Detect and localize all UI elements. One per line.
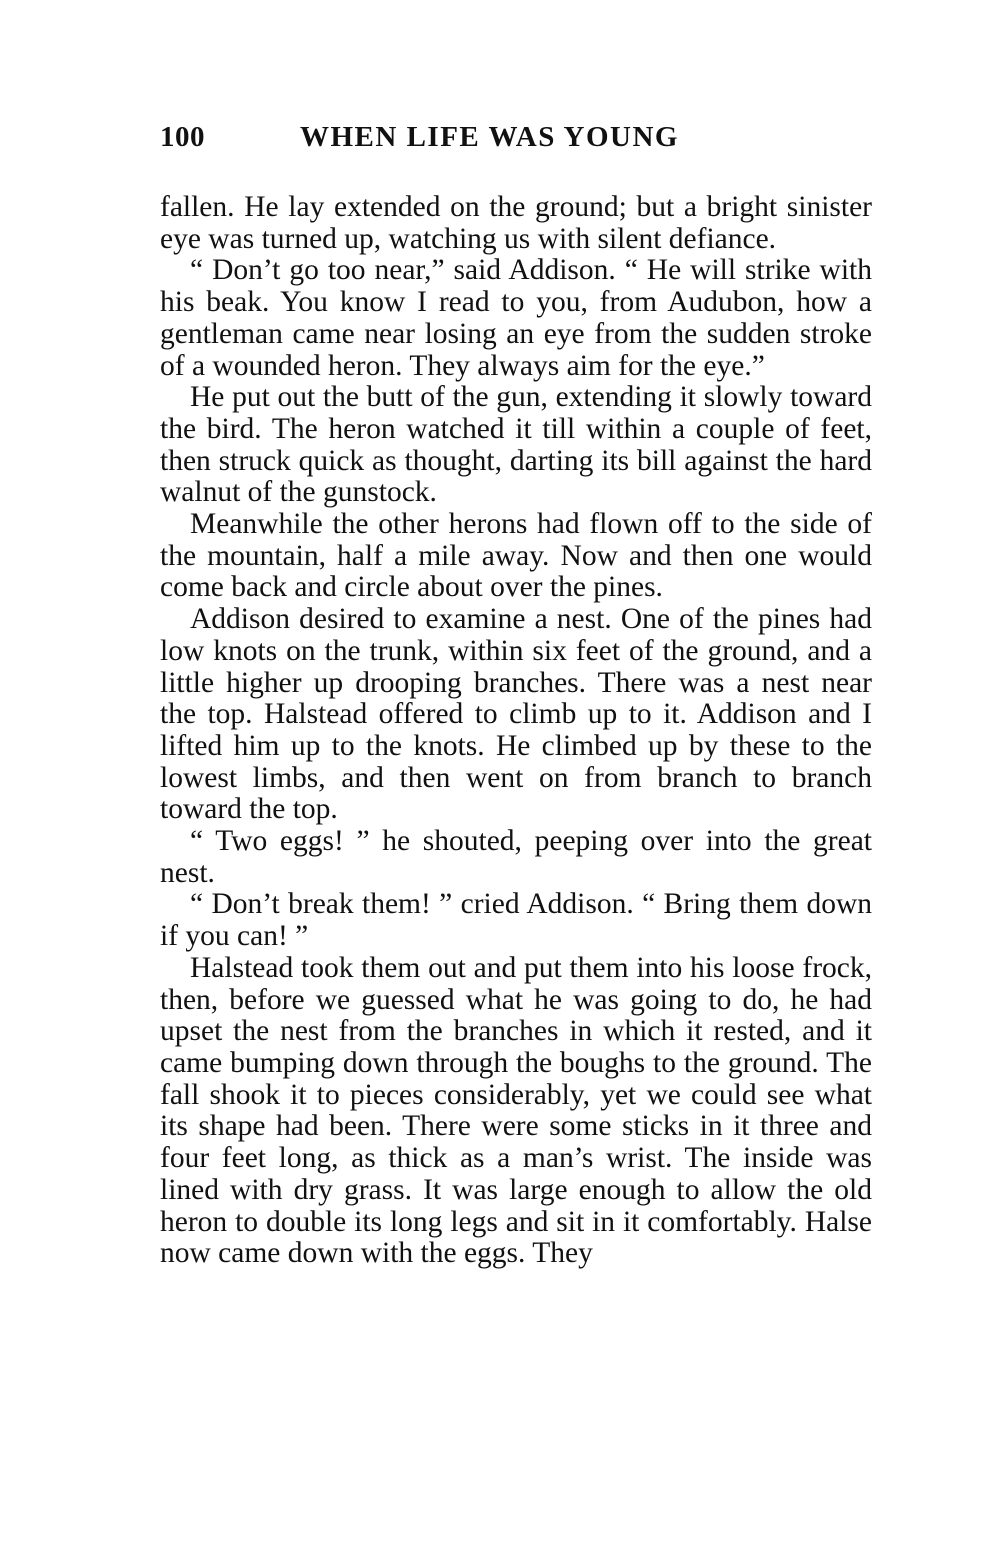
paragraph: “ Two eggs! ” he shouted, peeping over into the great nest.: [160, 825, 872, 889]
paragraph: Addison desired to examine a nest. One of the pines had low knots on the trunk, within six feet of the ground, and a little higher up drooping branches. There was a nest near the top. Halstead offered to climb up to it. Addison and I lifted him up to the knots. He climbed up by these to the lowest limbs, and then went on from branch to branch toward the top.: [160, 603, 872, 826]
running-title: WHEN LIFE WAS YOUNG: [300, 121, 679, 153]
page-number: 100: [160, 121, 205, 153]
paragraph: “ Don’t break them! ” cried Addison. “ Bring them down if you can! ”: [160, 888, 872, 953]
paragraph: fallen. He lay extended on the ground; but a bright sinister eye was turned up, watching us with silent defiance.: [160, 191, 872, 255]
page-header: [160, 121, 880, 161]
paragraph: He put out the butt of the gun, extending it slowly toward the bird. The heron watched it till within a couple of feet, then struck quick as thought, darting its bill against the hard walnut of the gunstock.: [160, 381, 872, 509]
paragraph: Meanwhile the other herons had flown off to the side of the mountain, half a mile away. Now and then one would come back and circle about over the pines.: [160, 508, 872, 604]
paragraph: “ Don’t go too near,” said Addison. “ He will strike with his beak. You know I read to you, from Audubon, how a gentleman came near losing an eye from the sudden stroke of a wounded heron. They always aim for the eye.”: [160, 254, 872, 382]
body-text: [160, 192, 872, 1270]
paragraph: Halstead took them out and put them into his loose frock, then, before we guessed what he was going to do, he had upset the nest from the branches in which it rested, and it came bumping down through the boughs to the ground. The fall shook it to pieces considerably, yet we could see what its shape had been. There were some sticks in it three and four feet long, as thick as a man’s wrist. The inside was lined with dry grass. It was large enough to allow the old heron to double its long legs and sit in it comfortably. Halse now came down with the eggs. They: [160, 951, 872, 1270]
